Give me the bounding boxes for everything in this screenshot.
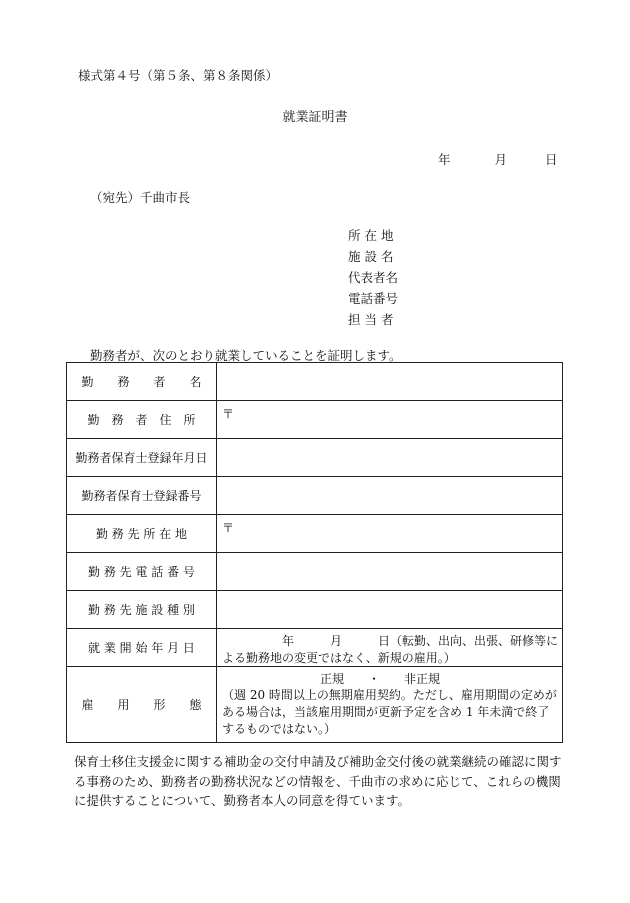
table-row	[67, 363, 563, 401]
table-row	[67, 591, 563, 629]
workplace-address-field[interactable]	[217, 515, 563, 553]
row-label: 勤 務 先 所 在 地	[67, 515, 217, 553]
table-row	[67, 477, 563, 515]
row-label: 勤 務 先 電 話 番 号	[67, 553, 217, 591]
table-row	[67, 515, 563, 553]
workplace-phone-field[interactable]	[217, 553, 563, 591]
form-number: 様式第４号（第５条、第８条関係）	[78, 68, 279, 83]
facility-type-field[interactable]	[217, 591, 563, 629]
consent-text: 保育士移住支援金に関する補助金の交付申請及び補助金交付後の就業継続の確認に関する事務のため、勤務者の勤務状況などの情報を、千曲市の求めに応じて、これらの機関に提供することについて、勤務者本人の同意を得ています。	[74, 754, 562, 808]
table-row	[67, 401, 563, 439]
row-label: 勤務者保育士登録年月日	[67, 439, 217, 477]
worker-name-field[interactable]	[217, 363, 563, 401]
issuer-phone-label: 電話番号	[348, 291, 399, 306]
day-label: 日	[545, 152, 558, 167]
registration-number-field[interactable]	[217, 477, 563, 515]
month-label: 月	[494, 152, 508, 167]
row-label: 雇 用 形 態	[67, 667, 217, 743]
employment-choice[interactable]: 正規 ・ 非正規	[319, 672, 440, 686]
issuer-contact-label: 担 当 者	[348, 312, 394, 327]
table-row	[67, 667, 563, 743]
start-date-line2: よる勤務地の変更ではなく、新規の雇用。）	[222, 651, 456, 665]
registration-date-field[interactable]	[217, 439, 563, 477]
table-row	[67, 439, 563, 477]
start-date-field[interactable]	[217, 629, 563, 667]
table-row	[67, 629, 563, 667]
employment-note: （週 20 時間以上の無期雇用契約。ただし、雇用期間の定めがある場合は，当該雇用期間が更新予定を含め 1 年未満で終了するものではない。）	[222, 688, 557, 736]
employment-type-field[interactable]	[217, 667, 563, 743]
year-label: 年	[438, 152, 451, 167]
row-label: 就 業 開 始 年 月 日	[67, 629, 217, 667]
issuer-facility-label: 施 設 名	[348, 249, 394, 264]
row-label: 勤 務 先 施 設 種 別	[67, 591, 217, 629]
intro-text: 勤務者が、次のとおり就業していることを証明します。	[90, 348, 402, 363]
issuer-address-label: 所 在 地	[348, 228, 394, 243]
row-label: 勤務者保育士登録番号	[67, 477, 217, 515]
document-title: 就業証明書	[282, 110, 348, 125]
worker-address-field[interactable]	[217, 401, 563, 439]
row-label: 勤 務 者 住 所	[67, 401, 217, 439]
table-row	[67, 553, 563, 591]
row-label: 勤 務 者 名	[67, 363, 217, 401]
date-line	[438, 150, 558, 168]
issuer-representative-label: 代表者名	[348, 270, 399, 285]
addressee: （宛先）千曲市長	[90, 190, 191, 205]
certificate-table	[66, 362, 563, 743]
issuer-block	[348, 225, 398, 330]
start-date-line1: 年 月 日（転勤、出向、出張、研修等に	[282, 634, 559, 648]
postal-mark: 〒	[222, 407, 235, 421]
postal-mark: 〒	[222, 521, 235, 535]
